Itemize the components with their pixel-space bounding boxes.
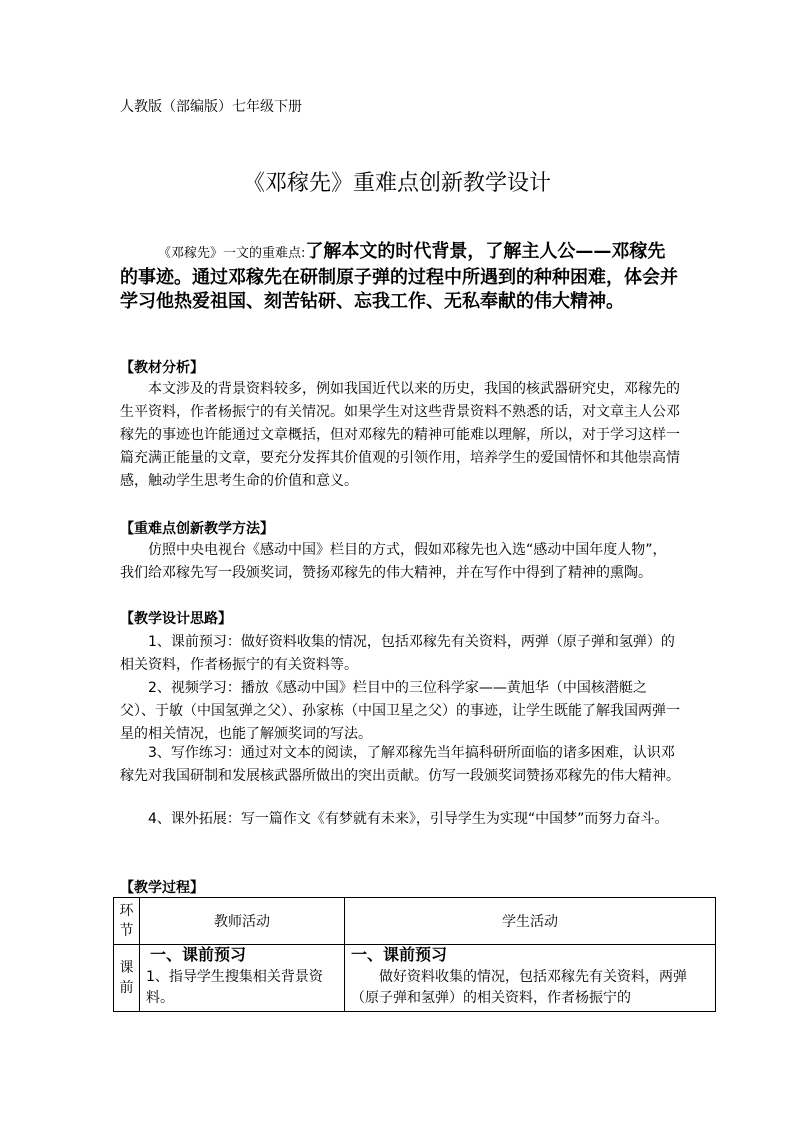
design-item-text: 1、课前预习：做好资料收集的情况，包括邓稼先有关资料，两弹（原子弹和氢弹）的相关资料，作者杨振宁的有关资料等。	[120, 634, 675, 673]
intro-lead: 《邓稼先》一文的重难点:	[158, 246, 306, 261]
student-cell-heading: 一、课前预习	[351, 945, 448, 964]
method-text: 仿照中央电视台《感动中国》栏目的方式，假如邓稼先也入选“感动中国年度人物”，我们给邓稼先写一段颁奖词，赞扬邓稼先的伟大精神，并在写作中得到了精神的熏陶。	[120, 542, 667, 581]
design-item-2	[120, 677, 680, 746]
textbook-edition-header: 人教版（部编版）七年级下册	[120, 99, 302, 115]
page-title: 《邓稼先》重难点创新教学设计	[242, 171, 551, 196]
table-row	[114, 945, 716, 1012]
analysis-text: 本文涉及的背景资料较多，例如我国近代以来的历史，我国的核武器研究史，邓稼先的生平资料，作者杨振宁的有关情况。如果学生对这些背景资料不熟悉的话，对文章主人公邓稼先的事迹也许能通过文章概括，但对邓稼先的精神可能难以理解，所以，对于学习这样一篇充满正能量的文章，要充分发挥其价值观的引领作用，培养学生的爱国情怀和其他崇高情感，触动学生思考生命的价值和意义。	[120, 381, 680, 489]
teaching-process-table	[113, 897, 716, 1012]
header-stage: 环节	[114, 898, 140, 945]
design-item-4	[120, 808, 680, 831]
header-student: 学生活动	[345, 898, 716, 945]
design-item-text: 3、写作练习：通过对文本的阅读，了解邓稼先当年搞科研所面临的诸多困难，认识邓稼先对我国研制和发展核武器所做出的突出贡献。仿写一段颁奖词赞扬邓稼先的伟大精神。	[120, 745, 680, 784]
design-item-1	[120, 631, 680, 677]
design-item-3	[120, 742, 680, 788]
method-paragraph	[120, 539, 680, 585]
analysis-paragraph	[120, 378, 680, 493]
section-heading-analysis: 【教材分析】	[120, 360, 204, 376]
student-cell	[345, 945, 716, 1012]
design-item-text: 2、视频学习：播放《感动中国》栏目中的三位科学家——黄旭华（中国核潜艇之父）、于敏（中国氢弹之父）、孙家栋（中国卫星之父）的事迹，让学生既能了解我国两弹一星的相关情况，也能了解颁奖词的写法。	[120, 680, 680, 742]
student-cell-text	[345, 965, 715, 1009]
intro-paragraph	[120, 240, 680, 314]
stage-cell: 课前	[114, 945, 140, 1012]
intro-body: 了解本文的时代背景，了解主人公——邓稼先的事迹。通过邓稼先在研制原子弹的过程中所遇到的种种困难，体会并学习他热爱祖国、刻苦钻研、忘我工作、无私奉献的伟大精神。	[120, 241, 678, 312]
teacher-cell-heading: 一、课前预习	[150, 945, 247, 964]
design-item-text: 4、课外拓展：写一篇作文《有梦就有未来》，引导学生为实现“中国梦”而努力奋斗。	[148, 811, 669, 827]
teacher-cell	[140, 945, 345, 1012]
header-teacher: 教师活动	[140, 898, 345, 945]
student-cell-body: 做好资料收集的情况，包括邓稼先有关资料，两弹（原子弹和氢弹）的相关资料，作者杨振宁的	[351, 969, 687, 1006]
table-header-row	[114, 898, 716, 945]
section-heading-design: 【教学设计思路】	[120, 611, 232, 627]
teacher-cell-text: 1、指导学生搜集相关背景资料。	[146, 969, 323, 1006]
section-heading-method: 【重难点创新教学方法】	[120, 521, 274, 537]
section-heading-process: 【教学过程】	[120, 880, 204, 896]
